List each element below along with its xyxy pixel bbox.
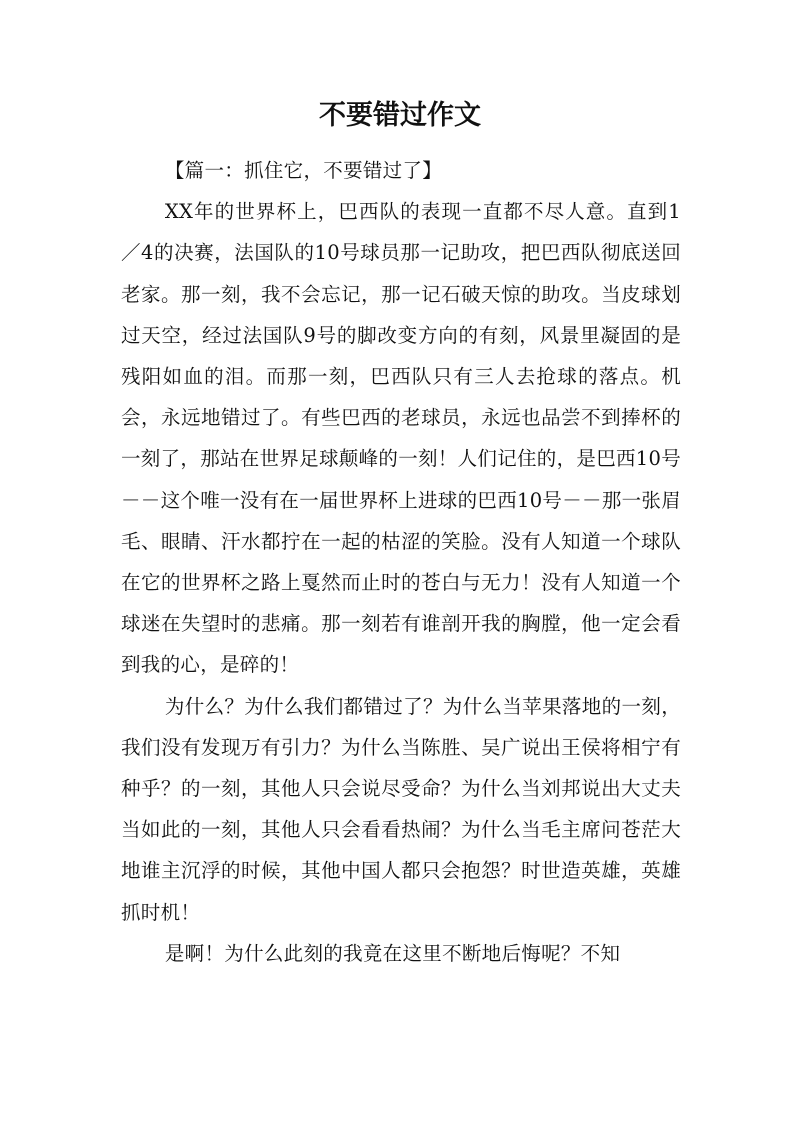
section-heading: 【篇一：抓住它，不要错过了】 [164, 159, 443, 182]
paragraph-1: XX年的世界杯上，巴西队的表现一直都不尽人意。直到1／4的决赛，法国队的10号球员那一记助攻，把巴西队彻底送回老家。那一刻，我不会忘记，那一记石破天惊的助攻。当皮球划过天空，经过法国队9号的脚改变方向的有刻，风景里凝固的是残阳如血的泪。而那一刻，巴西队只有三人去抢球的落点。机会，永远地错过了。有些巴西的老球员，永远也品尝不到捧杯的一刻了，那站在世界足球颠峰的一刻！人们记住的，是巴西10号－－这个唯一没有在一届世界杯上进球的巴西10号－－那一张眉毛、眼睛、汗水都拧在一起的枯涩的笑脸。没有人知道一个球队在它的世界杯之路上戛然而止时的苍白与无力！没有人知道一个球迷在失望时的悲痛。那一刻若有谁剖开我的胸膛，他一定会看到我的心，是碎的！ [121, 200, 682, 677]
document-body [121, 150, 681, 974]
document-title: 不要错过作文 [319, 100, 481, 131]
paragraph-3: 是啊！为什么此刻的我竟在这里不断地后悔呢？不知 [164, 941, 621, 965]
paragraph-2: 为什么？为什么我们都错过了？为什么当苹果落地的一刻，我们没有发现万有引力？为什么当陈胜、吴广说出王侯将相宁有种乎？的一刻，其他人只会说尽受命？为什么当刘邦说出大丈夫当如此的一刻，其他人只会看看热闹？为什么当毛主席问苍茫大地谁主沉浮的时候，其他中国人都只会抱怨？时世造英雄，英雄抓时机！ [121, 694, 681, 924]
